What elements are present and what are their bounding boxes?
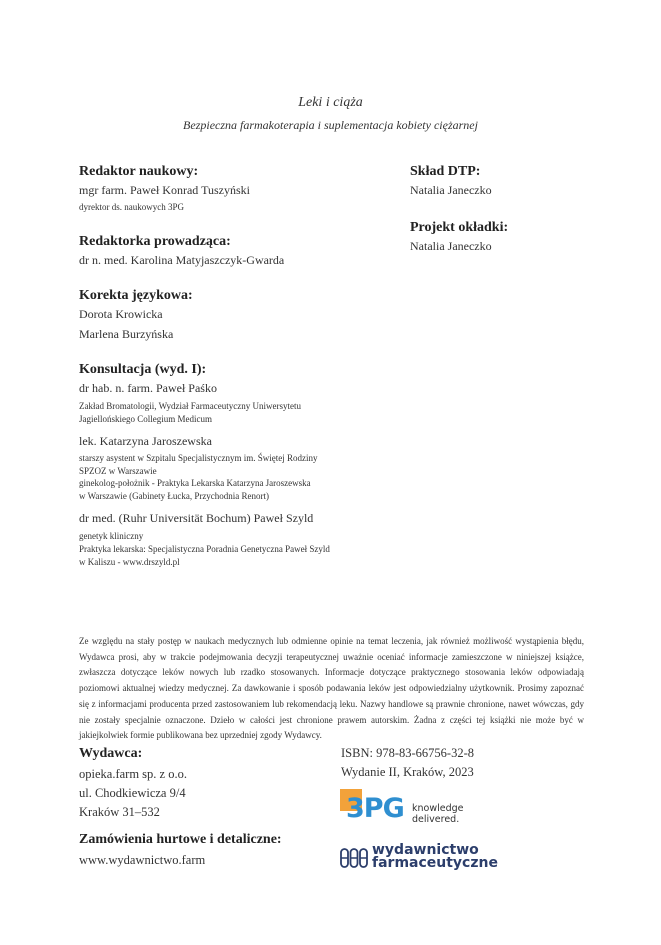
consultant-name: dr hab. n. farm. Paweł Paśko: [79, 381, 217, 395]
consultant-name: lek. Katarzyna Jaroszewska: [79, 434, 212, 448]
proofreader-name: Marlena Burzyńska: [79, 327, 174, 341]
logo-wordmark: [372, 844, 498, 870]
address-line: Kraków 31–532: [79, 805, 160, 819]
wordmark-line: farmaceutyczne: [372, 855, 498, 871]
publisher-address: [79, 765, 187, 822]
publisher-heading: Wydawca:: [79, 746, 143, 761]
tagline-line: delivered.: [412, 814, 460, 825]
consultant-affiliation: genetyk kliniczny: [79, 531, 144, 541]
logo-tagline: [412, 803, 464, 825]
publisher-website: www.wydawnictwo.farm: [79, 853, 206, 867]
disclaimer-paragraph: Ze względu na stały postęp w naukach medycznych lub odmienne opinie na temat leczenia, jak również możliwość wystąpienia błędu, Wydawca prosi, aby w trakcie podejmowania decyzji terapeutycznej uważnie oceniać informacje zamieszczone w niniejszej książce, zwłaszcza dotyczące leków nowych lub rzadko stosowanych. Informacje dotyczące praktycznego stosowania leków odpowiadają poziomowi aktualnej wiedzy medycznej. Za dawkowanie i sposób podawania leków jest odpowiedzialny użytkownik. Prosimy zapoznać się z informacjami producenta przed zastosowaniem lub rekomendacją leku. Nazwy handlowe są prawnie chronione, nawet wówczas, gdy nie zostały specjalnie oznaczone. Dzieło w całości jest chronione prawem autorskim. Żadna z części tej książki nie może być w jakiejkolwiek formie publikowana bez uprzedniej zgody Wydawcy.: [79, 636, 584, 741]
edition: Wydanie II, Kraków, 2023: [341, 765, 474, 779]
wordmark-line: wydawnictwo: [372, 842, 479, 858]
consultant-affiliation: Praktyka lekarska: Specjalistyczna Poradnia Genetyczna Paweł Szyld: [79, 544, 330, 554]
address-line: ul. Chodkiewicza 9/4: [79, 786, 186, 800]
consultant-affiliation: Jagiellońskiego Collegium Medicum: [79, 414, 212, 424]
capsules-icon: [340, 848, 368, 868]
proofreader-name: Dorota Krowicka: [79, 307, 163, 321]
consultation-heading: Konsultacja (wyd. I):: [79, 362, 207, 377]
orders-heading: Zamówienia hurtowe i detaliczne:: [79, 832, 282, 847]
cover-design-heading: Projekt okładki:: [410, 220, 509, 235]
consultant-affiliation: Zakład Bromatologii, Wydział Farmaceutyczny Uniwersytetu: [79, 401, 301, 411]
consultant-name: dr med. (Ruhr Universität Bochum) Paweł Szyld: [79, 511, 314, 525]
logo-mark: 3PG: [346, 793, 404, 824]
isbn: ISBN: 978-83-66756-32-8: [341, 746, 474, 760]
consultant-affiliation: starszy asystent w Szpitalu Specjalistycznym im. Świętej Rodziny: [79, 453, 318, 463]
proofreading-heading: Korekta językowa:: [79, 288, 193, 303]
cover-design-name: Natalia Janeczko: [410, 239, 492, 253]
editor-name: mgr farm. Paweł Konrad Tuszyński: [79, 183, 250, 197]
editor-role: dyrektor ds. naukowych 3PG: [79, 202, 184, 212]
consultant-affiliation: w Warszawie (Gabinety Łucka, Przychodnia Renort): [79, 491, 270, 501]
wydawnictwo-farmaceutyczne-logo: [340, 842, 500, 874]
dtp-name: Natalia Janeczko: [410, 183, 492, 197]
consultant-affiliation: ginekolog-położnik - Praktyka Lekarska Katarzyna Jaroszewska: [79, 478, 311, 488]
address-line: opieka.farm sp. z o.o.: [79, 767, 187, 781]
lead-editor-name: dr n. med. Karolina Matyjaszczyk-Gwarda: [79, 253, 285, 267]
dtp-heading: Skład DTP:: [410, 164, 481, 179]
book-subtitle: Bezpieczna farmakoterapia i suplementacja kobiety ciężarnej: [183, 118, 478, 132]
consultant-affiliation: w Kaliszu - www.drszyld.pl: [79, 557, 180, 567]
book-title: Leki i ciąża: [298, 95, 363, 110]
consultant-affiliation: SPZOZ w Warszawie: [79, 466, 157, 476]
tagline-line: knowledge: [412, 803, 464, 814]
3pg-logo: [340, 789, 470, 829]
lead-editor-heading: Redaktorka prowadząca:: [79, 234, 231, 249]
editor-heading: Redaktor naukowy:: [79, 164, 199, 179]
